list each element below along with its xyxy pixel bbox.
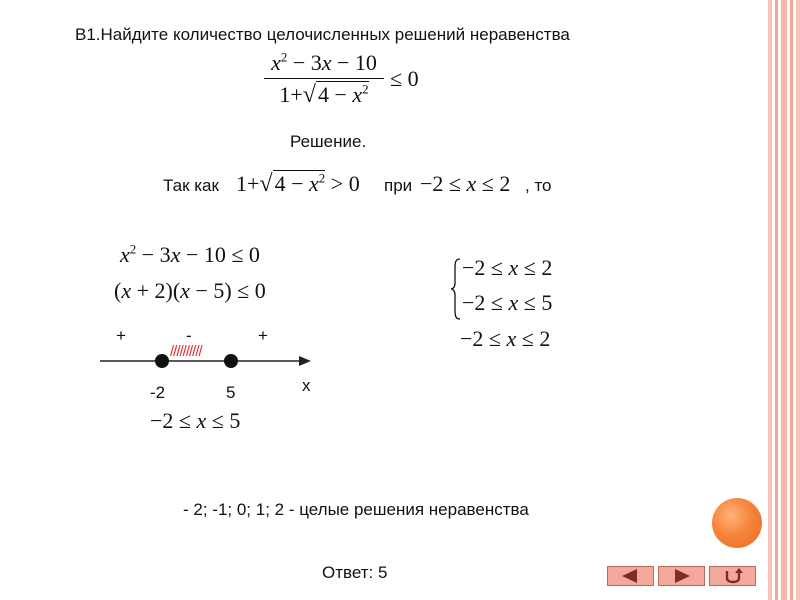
system-brace — [450, 258, 462, 320]
sign-minus-middle: - — [186, 326, 192, 345]
triangle-right-icon — [659, 567, 704, 585]
fraction-numerator: $x^2 - 3x - 10$ — [271, 49, 377, 75]
sign-plus-right: + — [258, 326, 268, 345]
main-inequality-rhs: ≤ 0 — [390, 66, 419, 91]
numerator-inequality: $x^2 - 3x - 10 \le 0$ — [120, 241, 260, 267]
fraction-bar — [264, 78, 384, 79]
point-label-minus-2: -2 — [150, 383, 166, 402]
point-5 — [224, 354, 238, 368]
answer-text: Ответ: 5 — [322, 563, 388, 582]
nav-prev-button[interactable] — [607, 566, 654, 586]
triangle-left-icon — [608, 567, 653, 585]
main-inequality-fraction — [264, 50, 384, 109]
number-line-axis — [98, 350, 313, 372]
system-line-1: −2 ≤ x ≤ 2 — [462, 255, 553, 280]
since-prefix: Так как — [163, 176, 219, 195]
interval-result: −2 ≤ x ≤ 5 — [150, 408, 241, 433]
since-condition: $1+√4 - x^2 > 0$ — [236, 170, 360, 197]
system-line-2: −2 ≤ x ≤ 5 — [462, 290, 553, 315]
hatched-interval: ////////// — [170, 343, 202, 360]
nav-next-button[interactable] — [658, 566, 705, 586]
nav-return-button[interactable] — [709, 566, 756, 586]
fraction-denominator: $1+√4 - x^2$ — [279, 81, 369, 108]
solution-heading: Решение. — [290, 132, 367, 151]
integer-solutions-text: - 2; -1; 0; 1; 2 - целые решения неравенства — [183, 500, 529, 519]
task-header — [75, 25, 570, 45]
point-minus-2 — [155, 354, 169, 368]
task-number: В1. — [75, 25, 101, 44]
orange-circle-decoration — [712, 498, 762, 548]
factored-inequality: (x + 2)(x − 5) ≤ 0 — [114, 278, 266, 303]
since-suffix: , то — [525, 176, 552, 195]
sign-plus-left: + — [116, 326, 126, 345]
point-label-5: 5 — [226, 383, 236, 402]
axis-label-x: x — [302, 376, 311, 395]
return-arrow-icon — [710, 567, 755, 585]
task-text: Найдите количество целочисленных решений неравенства — [100, 25, 570, 44]
since-middle: при — [384, 176, 413, 195]
since-range: −2 ≤ x ≤ 2 — [420, 171, 511, 196]
system-result: −2 ≤ x ≤ 2 — [460, 326, 551, 351]
edge-stripes-decoration — [760, 0, 800, 600]
